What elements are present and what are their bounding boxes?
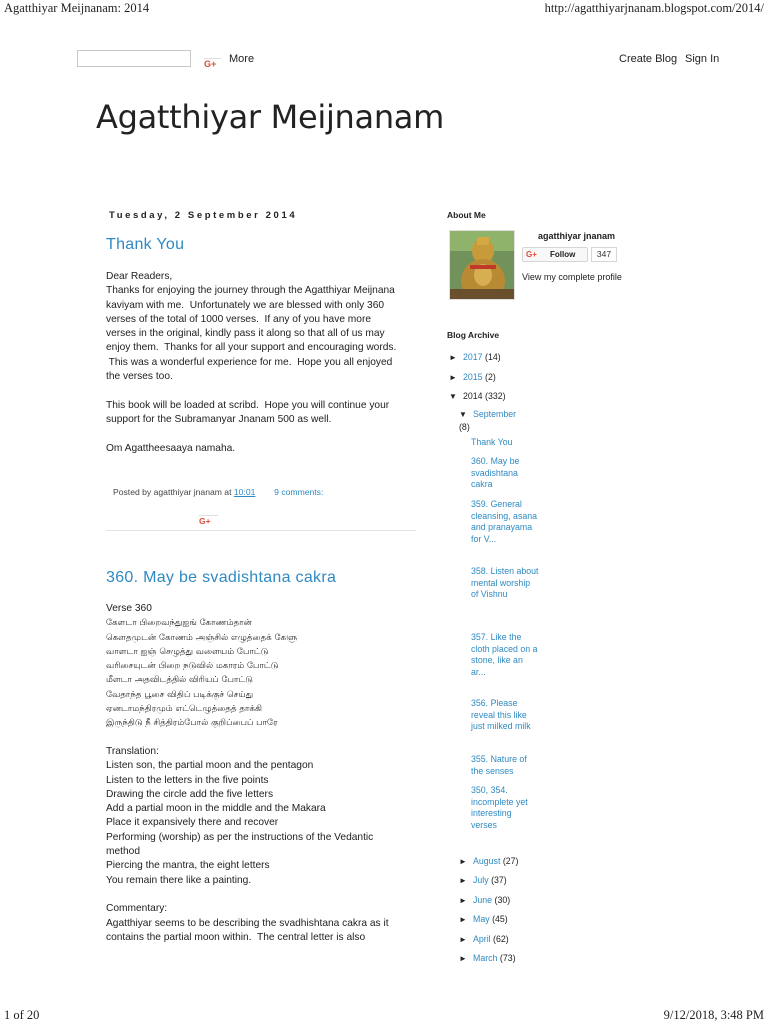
triangle-right-icon[interactable]: ► [459, 857, 467, 866]
archive-count: (14) [485, 352, 501, 362]
blog-title[interactable]: Agatthiyar Meijnanam [96, 98, 444, 136]
translation-line: Listen son, the partial moon and the pentagon [106, 760, 314, 772]
triangle-right-icon[interactable]: ► [449, 373, 457, 382]
triangle-right-icon[interactable]: ► [459, 954, 467, 963]
tamil-line: வேதாந்த பூசை விதிப் படிக்குச் செய்து [106, 689, 254, 700]
translation-text [106, 759, 418, 888]
archive-month-label[interactable]: May [473, 914, 493, 924]
archive-count: (73) [499, 953, 516, 963]
archive-month-label[interactable]: September [473, 409, 517, 419]
archive-month[interactable] [459, 408, 529, 433]
archive-year-label[interactable]: 2015 [463, 372, 486, 382]
commentary-text [106, 917, 418, 946]
post-line: This was a wonderful experience for me. Hope you all enjoyed [106, 356, 393, 368]
translation-line: method [106, 846, 140, 858]
archive-month-label[interactable]: March [473, 953, 500, 963]
gplus-icon: G+ [526, 250, 537, 259]
post-line: Dear Readers, [106, 271, 173, 282]
profile-name-link[interactable]: agatthiyar jnanam [538, 231, 616, 241]
print-header-url: http://agatthiyarjnanam.blogspot.com/2014/ [544, 1, 764, 15]
archive-count: (37) [491, 875, 507, 885]
archive-month-label[interactable]: August [473, 856, 503, 866]
verse-label: Verse 360 [106, 603, 152, 614]
post-divider [106, 530, 416, 531]
post-body-thank-you [106, 270, 418, 456]
archive-year[interactable] [449, 391, 506, 402]
comments-link[interactable]: 9 comments: [274, 487, 324, 497]
print-header [0, 0, 768, 20]
triangle-down-icon[interactable]: ▼ [449, 392, 457, 401]
sign-in-link[interactable]: Sign In [685, 53, 720, 65]
blog-archive-heading: Blog Archive [447, 330, 500, 340]
post-line: verses of the total of 1000 verses. If any of you have more [106, 313, 372, 325]
post-line: Thanks for enjoying the journey through the Agatthiyar Meijnana [106, 285, 395, 297]
archive-post-link[interactable]: 350, 354. incomplete yet interesting verses [471, 785, 528, 831]
create-blog-link[interactable]: Create Blog [619, 53, 678, 65]
post-line: the verses too. [106, 371, 173, 383]
archive-post-link[interactable]: 355. Nature of the senses [471, 754, 527, 776]
triangle-down-icon[interactable]: ▼ [459, 410, 467, 419]
archive-count: (30) [494, 895, 511, 905]
print-header-title: Agatthiyar Meijnanam: 2014 [4, 1, 150, 15]
commentary-label: Commentary: [106, 903, 168, 915]
commentary-line: Agatthiyar seems to be describing the svadhishtana cakra as it [106, 917, 389, 929]
tamil-line: இருந்திடு நீ சித்திரம்போல் குறிப்பைப் பாரே [106, 718, 278, 729]
archive-post-link[interactable]: 357. Like the cloth placed on a stone, like an ar... [471, 632, 538, 678]
archive-year[interactable] [449, 372, 496, 383]
archive-month[interactable] [459, 914, 508, 925]
archive-post-link[interactable]: 360. May be svadishtana cakra [471, 456, 520, 490]
search-input[interactable] [77, 50, 191, 67]
archive-year[interactable] [449, 352, 501, 363]
post-time-link[interactable]: 10:01 [233, 487, 256, 497]
archive-count: (2) [485, 372, 496, 382]
post-paragraph [106, 270, 418, 384]
triangle-right-icon[interactable]: ► [459, 896, 467, 905]
triangle-right-icon[interactable]: ► [459, 915, 467, 924]
triangle-right-icon[interactable]: ► [459, 935, 467, 944]
statue-image-icon [450, 231, 515, 300]
date-header: Tuesday, 2 September 2014 [109, 210, 298, 221]
archive-count: (62) [493, 934, 509, 944]
archive-post-link[interactable]: 356. Please reveal this like just milked milk [471, 698, 531, 732]
more-link[interactable]: More [229, 53, 255, 65]
about-me-heading: About Me [447, 210, 486, 220]
tamil-line: வாளடா ஐஞ் செழுத்து வளையம் போட்டு [106, 646, 269, 657]
tamil-line: மீளடா அதவிடத்தில் விரியப் போட்டு [106, 675, 253, 686]
archive-month-label[interactable]: July [473, 875, 492, 885]
archive-month[interactable] [459, 953, 516, 964]
profile-avatar[interactable] [449, 230, 515, 300]
archive-count: (332) [485, 391, 506, 401]
translation-line: Drawing the circle add the five letters [106, 788, 274, 800]
follow-button[interactable] [522, 247, 588, 262]
archive-year-label[interactable]: 2017 [463, 352, 486, 362]
archive-post-link[interactable]: 358. Listen about mental worship of Vishnu [471, 566, 539, 600]
archive-count: (27) [502, 856, 519, 866]
archive-month[interactable] [459, 895, 510, 906]
post-paragraph [106, 442, 418, 456]
archive-year-label[interactable]: 2014 [463, 391, 486, 401]
archive-count: (45) [492, 914, 508, 924]
follower-count: 347 [591, 247, 617, 262]
translation-line: Place it expansively there and recover [106, 817, 279, 829]
commentary-line: contains the partial moon within. The central letter is also [106, 931, 366, 943]
post-paragraph [106, 399, 418, 428]
view-profile-link[interactable]: View my complete profile [522, 272, 622, 282]
tamil-line: கெளதமுடன் கோணம் அஞ்சில் எழுத்தைக் கேளு [106, 632, 298, 643]
archive-month[interactable] [459, 856, 519, 867]
follow-label: Follow [550, 250, 576, 259]
post-title-thank-you[interactable]: Thank You [106, 236, 185, 253]
translation-label: Translation: [106, 745, 159, 757]
translation-line: Add a partial moon in the middle and the Makara [106, 803, 326, 815]
tamil-verse [106, 616, 418, 730]
archive-count: (8) [459, 422, 470, 432]
post-footer [113, 487, 323, 497]
print-datetime: 9/12/2018, 3:48 PM [663, 1008, 764, 1022]
post-line: kaviyam with me. Unfortunately we are blessed with only 360 [106, 299, 385, 311]
post-line: Om Agattheesaaya namaha. [106, 442, 236, 454]
print-footer [0, 1007, 768, 1024]
print-page-number: 1 of 20 [4, 1008, 40, 1022]
archive-month[interactable] [459, 934, 509, 945]
post-line: support for the Subramanyar Jnanam 500 as well. [106, 413, 332, 425]
blogger-navbar [0, 44, 768, 78]
posted-by-text: Posted by agatthiyar jnanam at [113, 487, 232, 497]
triangle-right-icon[interactable]: ► [459, 876, 467, 885]
translation-line: Piercing the mantra, the eight letters [106, 860, 270, 872]
post-line: verses in the original, kindly pass it along so that all of us may [106, 328, 385, 340]
triangle-right-icon[interactable]: ► [449, 353, 457, 362]
tamil-line: வரிசையுடன் பிறை நடுவில் மகாரம் போட்டு [106, 661, 279, 672]
gplus-share-icon[interactable]: G+ [199, 515, 218, 526]
tamil-line: ஏனடாமந்திரமும் எட்டெழுத்தைத் தாக்கி [106, 704, 262, 715]
post-line: enjoy them. Thanks for all your support and encouraging words. [106, 342, 397, 354]
archive-month-label[interactable]: June [473, 895, 495, 905]
archive-month[interactable] [459, 875, 507, 886]
post-body-svadishtana [106, 602, 418, 945]
gplus-share-icon[interactable]: G+ [204, 58, 221, 69]
post-line: This book will be loaded at scribd. Hope you will continue your [106, 399, 390, 411]
translation-line: You remain there like a painting. [106, 874, 252, 886]
archive-post-link[interactable]: 359. General cleansing, asana and pranayama for V... [471, 499, 538, 545]
post-title-svadishtana[interactable]: 360. May be svadishtana cakra [106, 569, 337, 586]
translation-line: Performing (worship) as per the instructions of the Vedantic [106, 831, 374, 843]
archive-post-link[interactable]: Thank You [471, 437, 513, 447]
archive-month-label[interactable]: April [473, 934, 494, 944]
translation-line: Listen to the letters in the five points [106, 774, 269, 786]
tamil-line: கேளடா பிறைவந்துஐங் கோணம்தான் [106, 618, 252, 629]
